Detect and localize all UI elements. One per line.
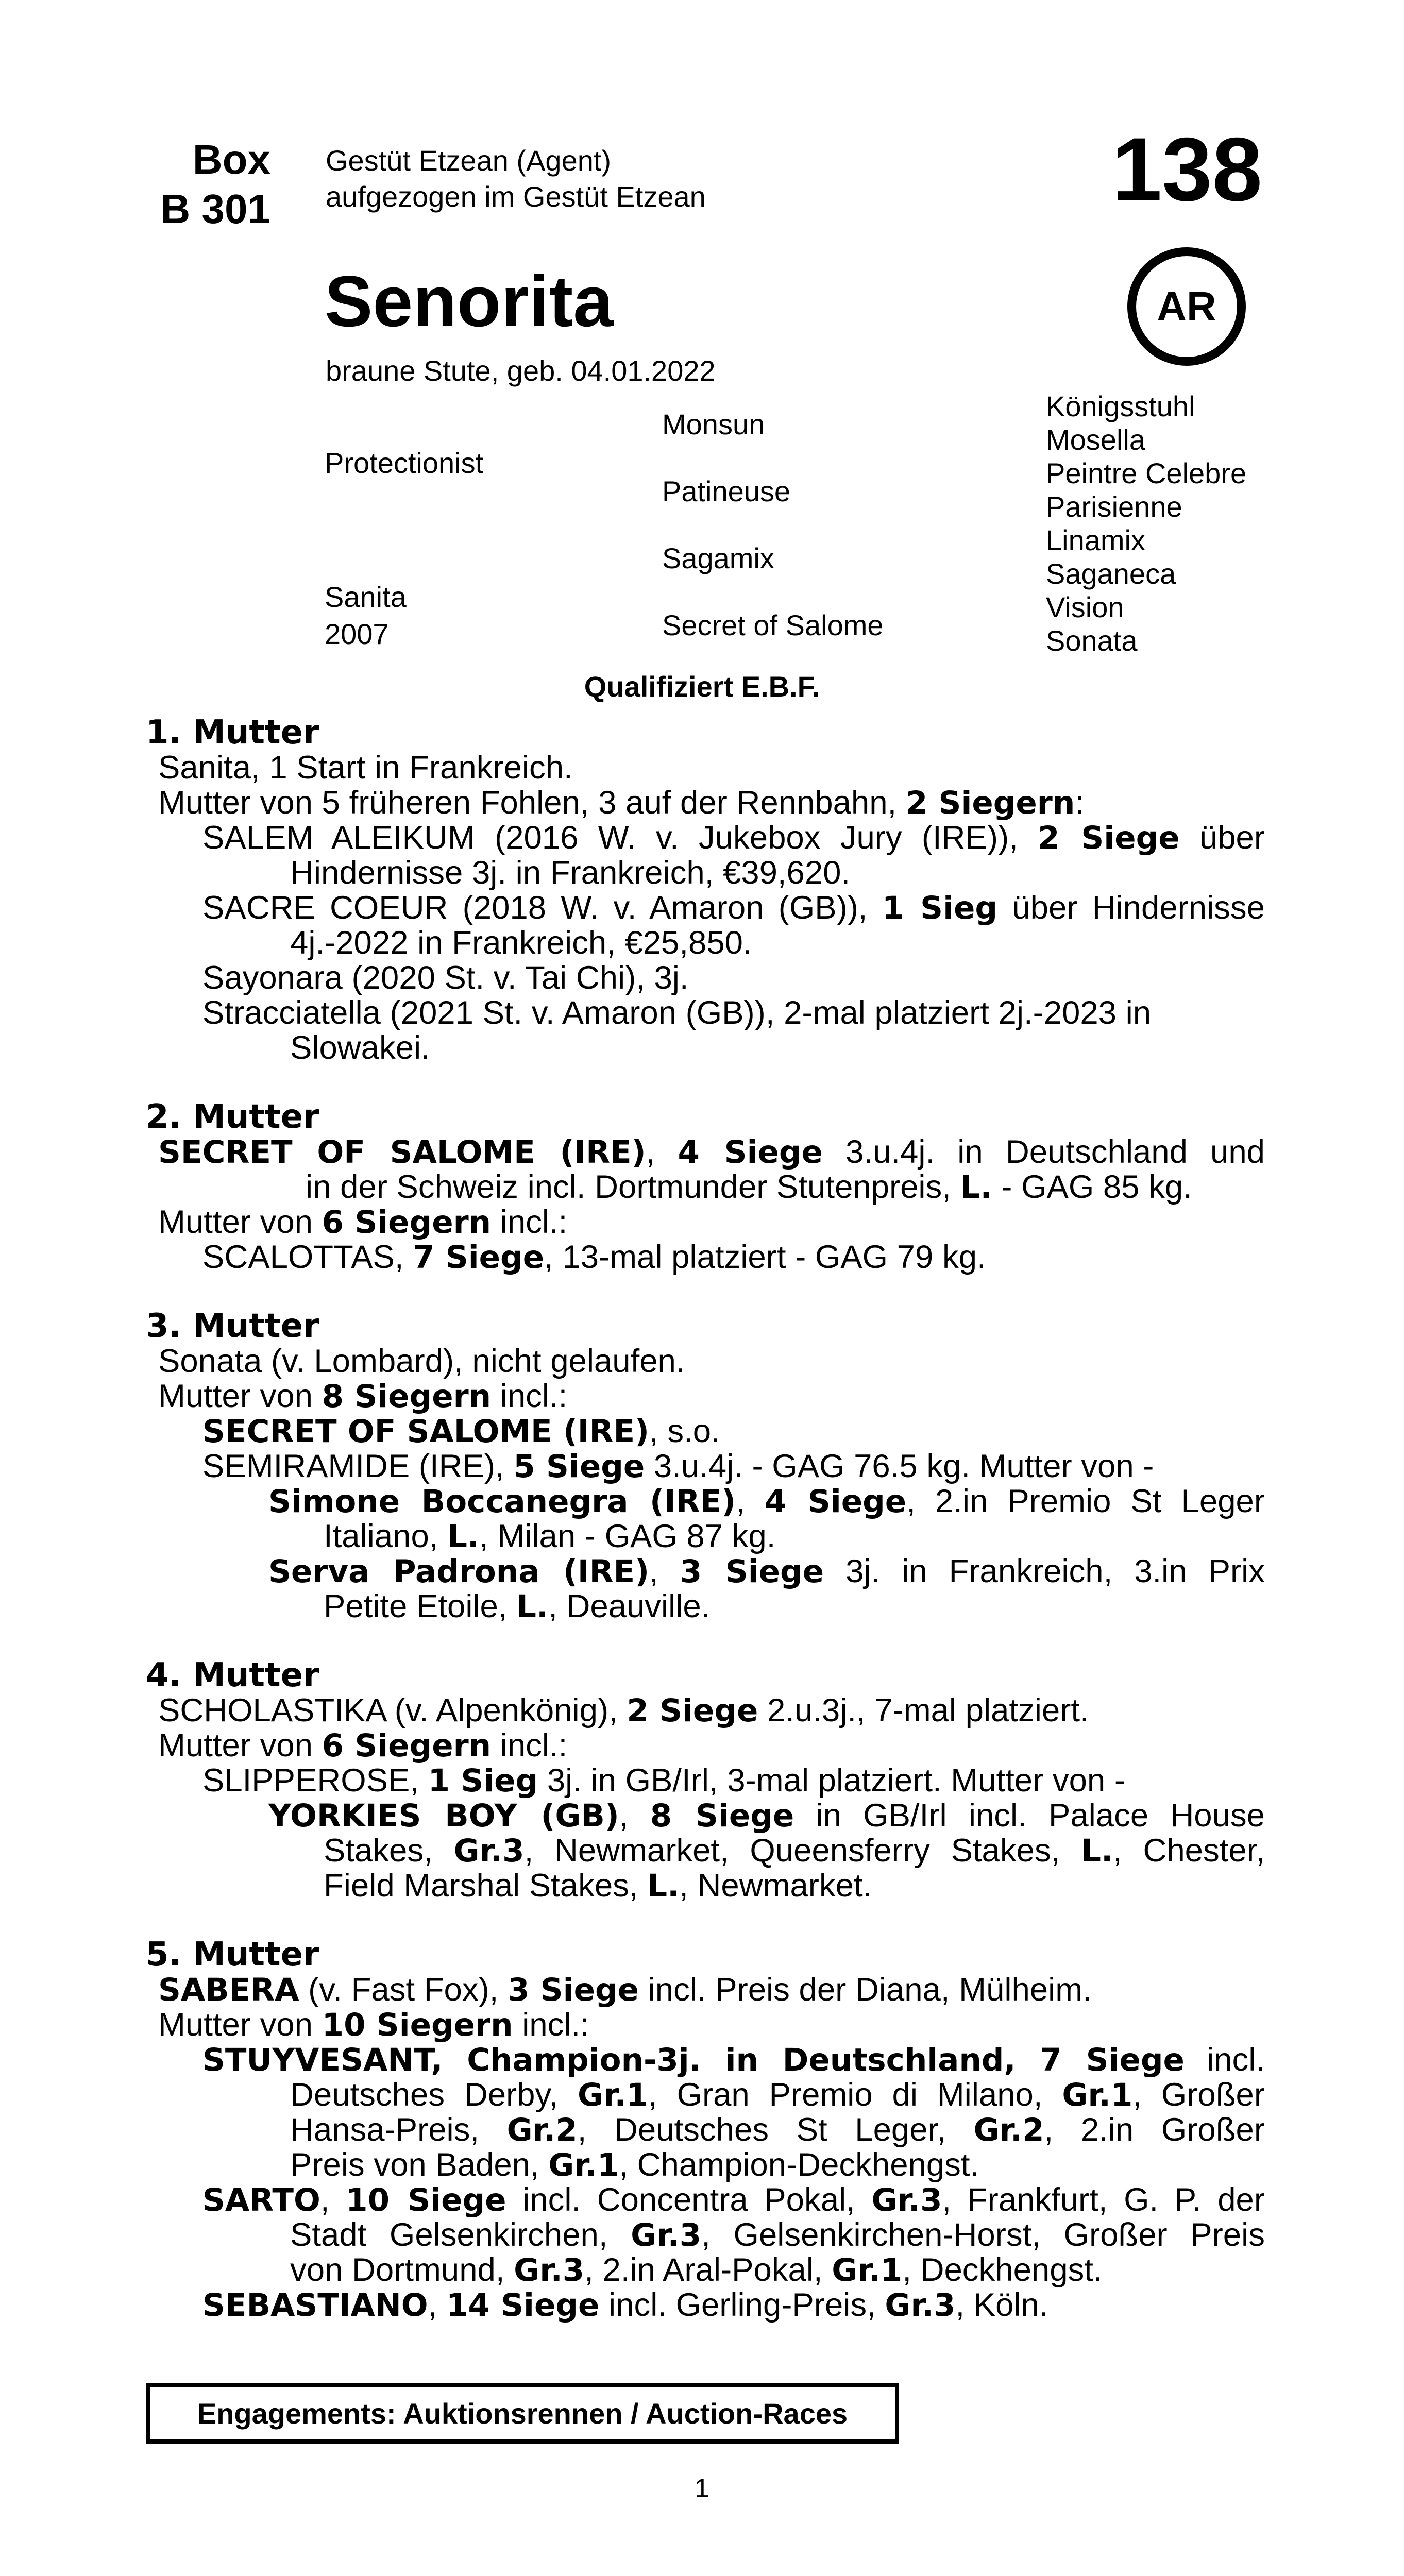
text: incl.: [500,1727,568,1764]
produce-entry-cont [146,1833,1265,1868]
bold-text: STUYVESANT [202,2042,431,2078]
bold-text: SECRET OF SALOME (IRE) [202,1413,650,1450]
text: , Gelsenkirchen-Horst, Großer Preis [701,2217,1265,2253]
text: incl. [1207,2042,1265,2078]
bold-text: Gr.1 [548,2147,619,2183]
bold-text: 6 Siegern [322,1204,492,1241]
bold-text: Gr.3 [631,2217,702,2253]
bold-text: Gr.1 [1062,2077,1133,2113]
bold-text: SEBASTIANO [202,2287,428,2324]
bold-text: 10 Siege [346,2182,506,2218]
bold-text: L. [447,1518,480,1555]
text: incl. Concentra Pokal, [522,2182,855,2218]
text: : [1075,785,1084,821]
text: in der Schweiz incl. Dortmunder Stutenpreis, [306,1169,951,1205]
heading-text: 3. Mutter [146,1307,319,1345]
produce-entry [146,1449,1265,1484]
engagements-label: Engagements: Auktionsrennen / Auction-Races [197,2397,848,2430]
bold-text: Simone Boccanegra (IRE) [268,1483,736,1520]
box-label-line1: Box [192,137,270,182]
text: incl. Preis der Diana, Mülheim. [648,1972,1092,2008]
text: Mutter von [158,1204,313,1240]
text: , Großer [1132,2077,1265,2113]
text: 3.u.4j. - GAG 76.5 kg. Mutter von - [653,1448,1154,1484]
text: , Newmarket, Queensferry Stakes, [524,1833,1060,1869]
pedigree-dam-year: 2007 [325,618,389,650]
text: incl.: [500,1204,568,1240]
produce-entry-cont: Slowakei. [290,1030,430,1066]
dam-entry-cont [146,1170,1265,1205]
text: incl. Gerling-Preis, [608,2287,876,2323]
text: , 2.in Aral-Pokal, [584,2252,823,2288]
bold-text: 8 Siege [650,1798,794,1834]
bold-text: 14 Siege [446,2287,600,2324]
dam-produce-summary [146,1728,1265,1763]
produce-entry [146,1484,1265,1519]
bold-text: 5 Siege [513,1448,645,1485]
bold-text: 2 Siege [1038,820,1180,856]
pedigree-grandparent: Patineuse [662,475,791,507]
produce-entry-cont [146,1519,1265,1554]
text: , Frankfurt, G. P. der [942,2182,1265,2218]
produce-entry-cont: Hindernisse 3j. in Frankreich, €39,620. [290,855,851,891]
bold-text: , Champion-3j. in Deutschland, 7 Siege [431,2042,1185,2078]
pedigree-sire: Protectionist [325,447,484,479]
text: , s.o. [649,1413,720,1449]
text: , [736,1483,745,1519]
pedigree-great-grandparent: Königsstuhl [1046,390,1195,422]
produce-entry-cont [146,2252,1265,2287]
text: , 13-mal platziert - GAG 79 kg. [544,1239,986,1275]
box-number: B 301 [160,186,270,232]
produce-entry [146,2287,1265,2323]
pedigree-great-grandparent: Linamix [1046,524,1145,556]
pedigree-great-grandparent: Parisienne [1046,490,1182,523]
produce-entry-cont [146,2077,1265,2112]
section-heading-3 [146,1309,1265,1344]
dam-produce-summary [146,2007,1265,2042]
bold-text: 7 Siege [413,1239,545,1276]
dam-entry [146,1972,1265,2007]
produce-entry-cont [146,1589,1265,1624]
pedigree-grandparent: Sagamix [662,542,774,574]
bold-text: YORKIES BOY (GB) [268,1798,619,1834]
qualification: Qualifiziert E.B.F. [584,670,820,703]
produce-entry [146,1240,1265,1275]
dam-entry [146,1693,1265,1728]
text: Mutter von [158,1378,313,1414]
text: , Newmarket. [679,1868,872,1904]
text: , [428,2287,437,2323]
produce-entry-cont: 4j.-2022 in Frankreich, €25,850. [290,925,752,961]
bold-text: Gr.2 [506,2112,578,2148]
text: Deutsches Derby, [290,2077,559,2113]
text: über Hindernisse [1012,890,1265,926]
bold-text: L. [647,1868,680,1904]
text: Mutter von 5 früheren Fohlen, 3 auf der Rennbahn, [158,785,897,821]
text: - GAG 85 kg. [1001,1169,1192,1205]
text: , Deutsches St Leger, [577,2112,946,2148]
text: 3j. in Frankreich, 3.in Prix [845,1553,1265,1589]
bold-text: 1 Sieg [428,1762,538,1799]
text: von Dortmund, [290,2252,505,2288]
bold-text: Gr.1 [832,2252,903,2289]
text: , [619,1798,629,1834]
horse-description: braune Stute, geb. 04.01.2022 [326,354,716,387]
bold-text: 3 Siege [680,1553,824,1590]
text: Stakes, [324,1833,433,1869]
produce-entry: Stracciatella (2021 St. v. Amaron (GB)), 2-mal platziert 2j.-2023 in [202,995,1152,1031]
text: in GB/Irl incl. Palace House [816,1798,1265,1834]
bold-text: 10 Siegern [322,2007,513,2043]
text: Preis von Baden, [290,2147,539,2183]
text: Mutter von [158,2007,313,2043]
produce-entry [146,1763,1265,1798]
text: Italiano, [324,1518,438,1554]
engagements-box [146,2383,899,2444]
bold-text: SECRET OF SALOME (IRE) [158,1134,646,1171]
produce-entry [146,1554,1265,1589]
text: , [320,2182,330,2218]
heading-text: 1. Mutter [146,714,319,752]
text: , Gran Premio di Milano, [648,2077,1043,2113]
pedigree-great-grandparent: Vision [1046,591,1124,623]
text: Mutter von [158,1727,313,1764]
dam-entry [146,1134,1265,1170]
female-line [146,715,1265,2323]
bold-text: 1 Sieg [882,890,998,926]
text: , Köln. [955,2287,1048,2323]
text: 3j. in GB/Irl, 3-mal platziert. Mutter von - [547,1762,1126,1799]
text: , 2.in Großer [1044,2112,1265,2148]
produce-entry-cont [146,2217,1265,2252]
text: , Chester, [1113,1833,1265,1869]
bold-text: 6 Siegern [322,1727,492,1764]
bold-text: L. [960,1169,992,1206]
bold-text: Gr.1 [578,2077,649,2113]
text: SALEM ALEIKUM (2016 W. v. Jukebox Jury (IRE)), [202,820,1018,856]
produce-entry-cont [146,2112,1265,2147]
bold-text: L. [1081,1833,1113,1869]
text: SCALOTTAS, [202,1239,404,1275]
dam-race-record: Sanita, 1 Start in Frankreich. [158,750,573,786]
text: SACRE COEUR (2018 W. v. Amaron (GB)), [202,890,868,926]
bold-text: 4 Siege [764,1483,907,1520]
bold-text: Gr.3 [871,2182,942,2218]
section-heading-1 [146,715,1265,750]
bold-text: 2 Siege [627,1692,758,1729]
text: 3.u.4j. in Deutschland und [845,1134,1265,1170]
text: , [649,1553,658,1589]
page-number: 1 [695,2473,709,2503]
produce-entry [146,1798,1265,1833]
produce-entry-cont [146,2147,1265,2182]
ar-badge [1127,247,1246,366]
dam-produce-summary [146,1379,1265,1414]
bold-text: 8 Siegern [322,1378,492,1415]
bold-text: Serva Padrona (IRE) [268,1553,650,1590]
heading-text: 4. Mutter [146,1656,319,1694]
pedigree-great-grandparent: Mosella [1046,423,1145,456]
pedigree-dam: Sanita [325,581,407,613]
text: Stadt Gelsenkirchen, [290,2217,608,2253]
text: , Champion-Deckhengst. [619,2147,979,2183]
section-heading-4 [146,1658,1265,1693]
bold-text: 4 Siege [678,1134,823,1171]
text: SLIPPEROSE, [202,1762,419,1799]
text: , 2.in Premio St Leger [906,1483,1265,1519]
pedigree-great-grandparent: Sonata [1046,624,1138,657]
bold-text: SABERA [158,1972,299,2008]
bold-text: Gr.3 [453,1833,525,1869]
ar-badge-label: AR [1157,283,1216,329]
text: incl.: [500,1378,568,1414]
produce-entry: Sayonara (2020 St. v. Tai Chi), 3j. [202,960,689,996]
dam-produce-summary [146,785,1265,820]
text: über [1199,820,1265,856]
text: (v. Fast Fox), [308,1972,499,2008]
produce-entry [146,2042,1265,2077]
section-heading-2 [146,1099,1265,1134]
heading-text: 5. Mutter [146,1936,319,1974]
bold-text: 3 Siege [508,1972,639,2008]
section-heading-5 [146,1937,1265,1972]
lot-number: 138 [1112,120,1262,220]
bold-text: Gr.3 [885,2287,956,2324]
box-label [131,135,270,234]
text: Hansa-Preis, [290,2112,480,2148]
pedigree-great-grandparent: Peintre Celebre [1046,457,1247,489]
dam-produce-summary [146,1205,1265,1240]
text: , Milan - GAG 87 kg. [479,1518,776,1554]
produce-entry-cont [146,1868,1265,1903]
produce-entry [146,1414,1265,1449]
bold-text: SARTO [202,2182,320,2218]
text: , Deckhengst. [902,2252,1103,2288]
produce-entry [146,890,1265,925]
text: , Deauville. [548,1588,711,1624]
produce-entry [146,2182,1265,2217]
horse-name: Senorita [325,261,614,342]
text: Petite Etoile, [324,1588,508,1624]
text: incl.: [522,2007,589,2043]
raised-line: aufgezogen im Gestüt Etzean [326,180,706,213]
bold-text: Gr.2 [973,2112,1044,2148]
text: SCHOLASTIKA (v. Alpenkönig), [158,1692,618,1728]
pedigree-great-grandparent: Saganeca [1046,557,1176,590]
agent-line: Gestüt Etzean (Agent) [326,144,612,177]
text: SEMIRAMIDE (IRE), [202,1448,504,1484]
bold-text: L. [516,1588,549,1625]
pedigree-grandparent: Monsun [662,408,765,440]
text: , [646,1134,655,1170]
text: 2.u.3j., 7-mal platziert. [767,1692,1089,1728]
heading-text: 2. Mutter [146,1098,319,1136]
dam-entry: Sonata (v. Lombard), nicht gelaufen. [158,1343,685,1379]
produce-entry [146,820,1265,855]
bold-text: 2 Siegern [905,785,1075,821]
bold-text: Gr.3 [514,2252,585,2289]
text: Field Marshal Stakes, [324,1868,638,1904]
pedigree-grandparent: Secret of Salome [662,609,884,641]
